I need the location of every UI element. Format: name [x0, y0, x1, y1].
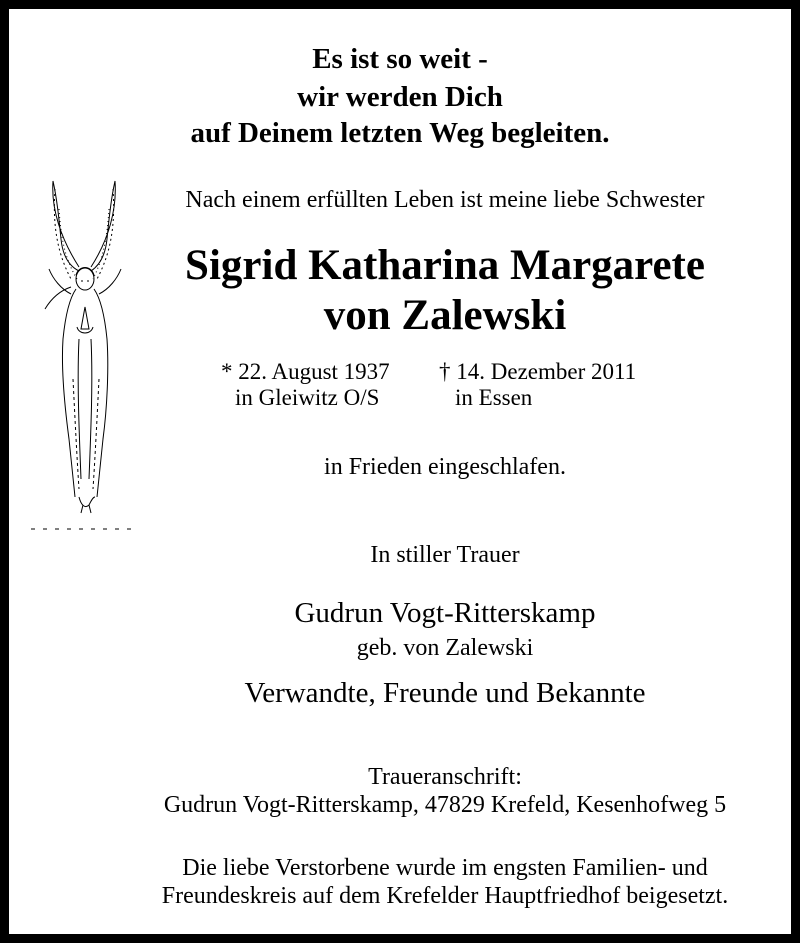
- passing-text: in Frieden eingeschlafen.: [324, 454, 566, 480]
- mourning-intro: In stiller Trauer: [370, 542, 520, 568]
- address-text: Gudrun Vogt-Ritterskamp, 47829 Krefeld, Kesenhofweg 5: [163, 792, 727, 818]
- address-label: Traueranschrift:: [368, 764, 522, 790]
- birth-block: [221, 359, 390, 411]
- deceased-name-line-1: Sigrid Katharina Margarete: [185, 242, 705, 289]
- burial-line-1: Die liebe Verstorbene wurde im engsten Familien- und: [182, 855, 708, 881]
- burial-line-2: Freundeskreis auf dem Krefelder Hauptfriedhof beigesetzt.: [161, 883, 729, 909]
- death-block: [439, 359, 636, 411]
- motto-line-3: auf Deinem letzten Weg begleiten.: [190, 117, 610, 149]
- intro-text: Nach einem erfüllten Leben ist meine liebe Schwester: [185, 187, 705, 213]
- motto-line-1: Es ist so weit -: [312, 43, 488, 75]
- death-date: † 14. Dezember 2011: [439, 359, 637, 384]
- mourner-main: Gudrun Vogt-Ritterskamp: [294, 597, 596, 629]
- birth-place: in Gleiwitz O/S: [235, 385, 380, 410]
- birth-date: * 22. August 1937: [221, 359, 390, 384]
- death-place: in Essen: [455, 385, 533, 410]
- motto-line-2: wir werden Dich: [297, 81, 503, 113]
- praying-angel-illustration: [31, 179, 141, 544]
- mourners-others: Verwandte, Freunde und Bekannte: [244, 677, 646, 709]
- deceased-name-line-2: von Zalewski: [323, 292, 567, 339]
- mourner-maiden-name: geb. von Zalewski: [356, 635, 534, 661]
